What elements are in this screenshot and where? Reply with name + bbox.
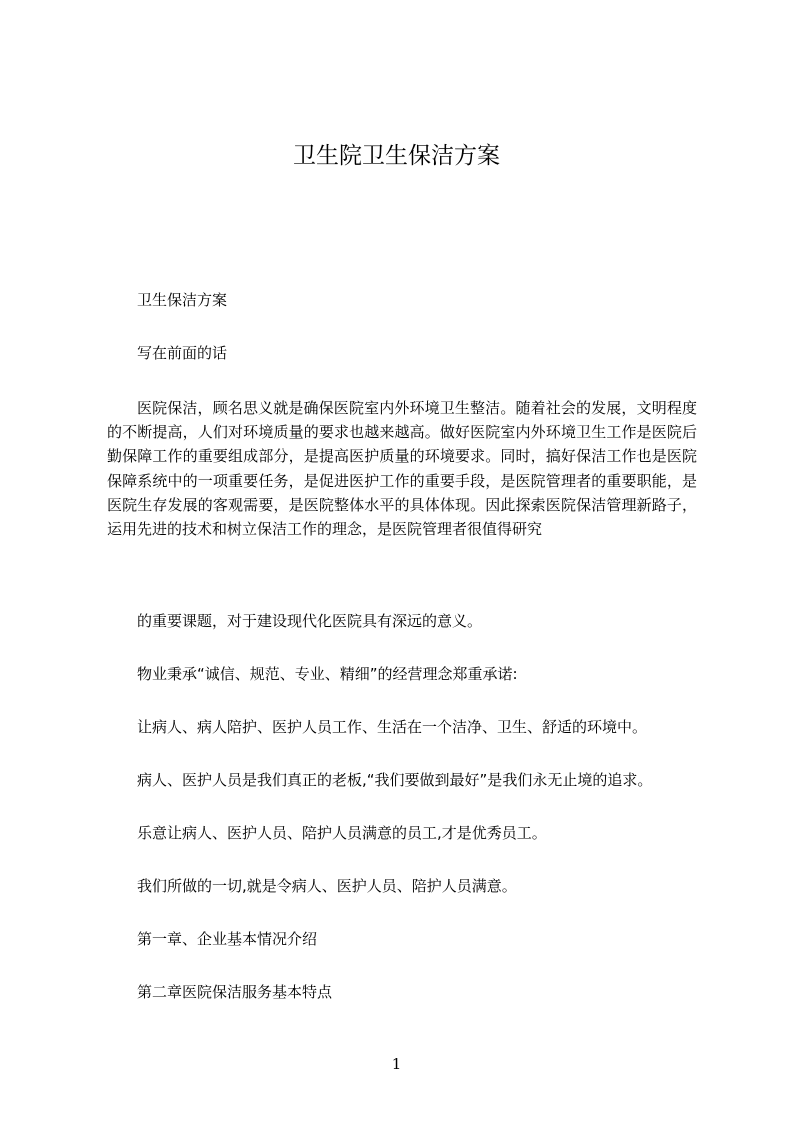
chapter-heading: 第二章医院保洁服务基本特点 — [137, 983, 333, 1001]
preface-heading: 写在前面的话 — [137, 344, 228, 362]
chapter-heading: 第一章、企业基本情况介绍 — [137, 930, 318, 948]
intro-paragraph: 医院保洁，顾名思义就是确保医院室内外环境卫生整洁。随着社会的发展，文明程度的不断提高，人们对环境质量的要求也越来越高。做好医院室内外环境卫生工作是医院后勤保障工作的重要组成部分，是提高医护质量的环境要求。同时，搞好保洁工作也是医院保障系统中的一项重要任务，是促进医护工作的重要手段，是医院管理者的重要职能，是医院生存发展的客观需要，是医院整体水平的具体体现。因此探索医院保洁管理新路子，运用先进的技术和树立保洁工作的理念，是医院管理者很值得研究 — [107, 399, 697, 539]
page-number: 1 — [391, 1055, 402, 1073]
body-line: 我们所做的一切,就是令病人、医护人员、陪护人员满意。 — [137, 877, 517, 895]
body-line: 乐意让病人、医护人员、陪护人员满意的员工,才是优秀员工。 — [137, 824, 547, 842]
body-line: 物业秉承“诚信、规范、专业、精细”的经营理念郑重承诺: — [137, 665, 518, 683]
body-line: 的重要课题，对于建设现代化医院具有深远的意义。 — [137, 612, 483, 630]
section-subtitle: 卫生保洁方案 — [137, 291, 228, 309]
body-line: 病人、医护人员是我们真正的老板,“我们要做到最好”是我们永无止境的追求。 — [137, 771, 653, 789]
body-line: 让病人、病人陪护、医护人员工作、生活在一个洁净、卫生、舒适的环境中。 — [137, 718, 648, 736]
document-title: 卫生院卫生保洁方案 — [293, 143, 500, 169]
